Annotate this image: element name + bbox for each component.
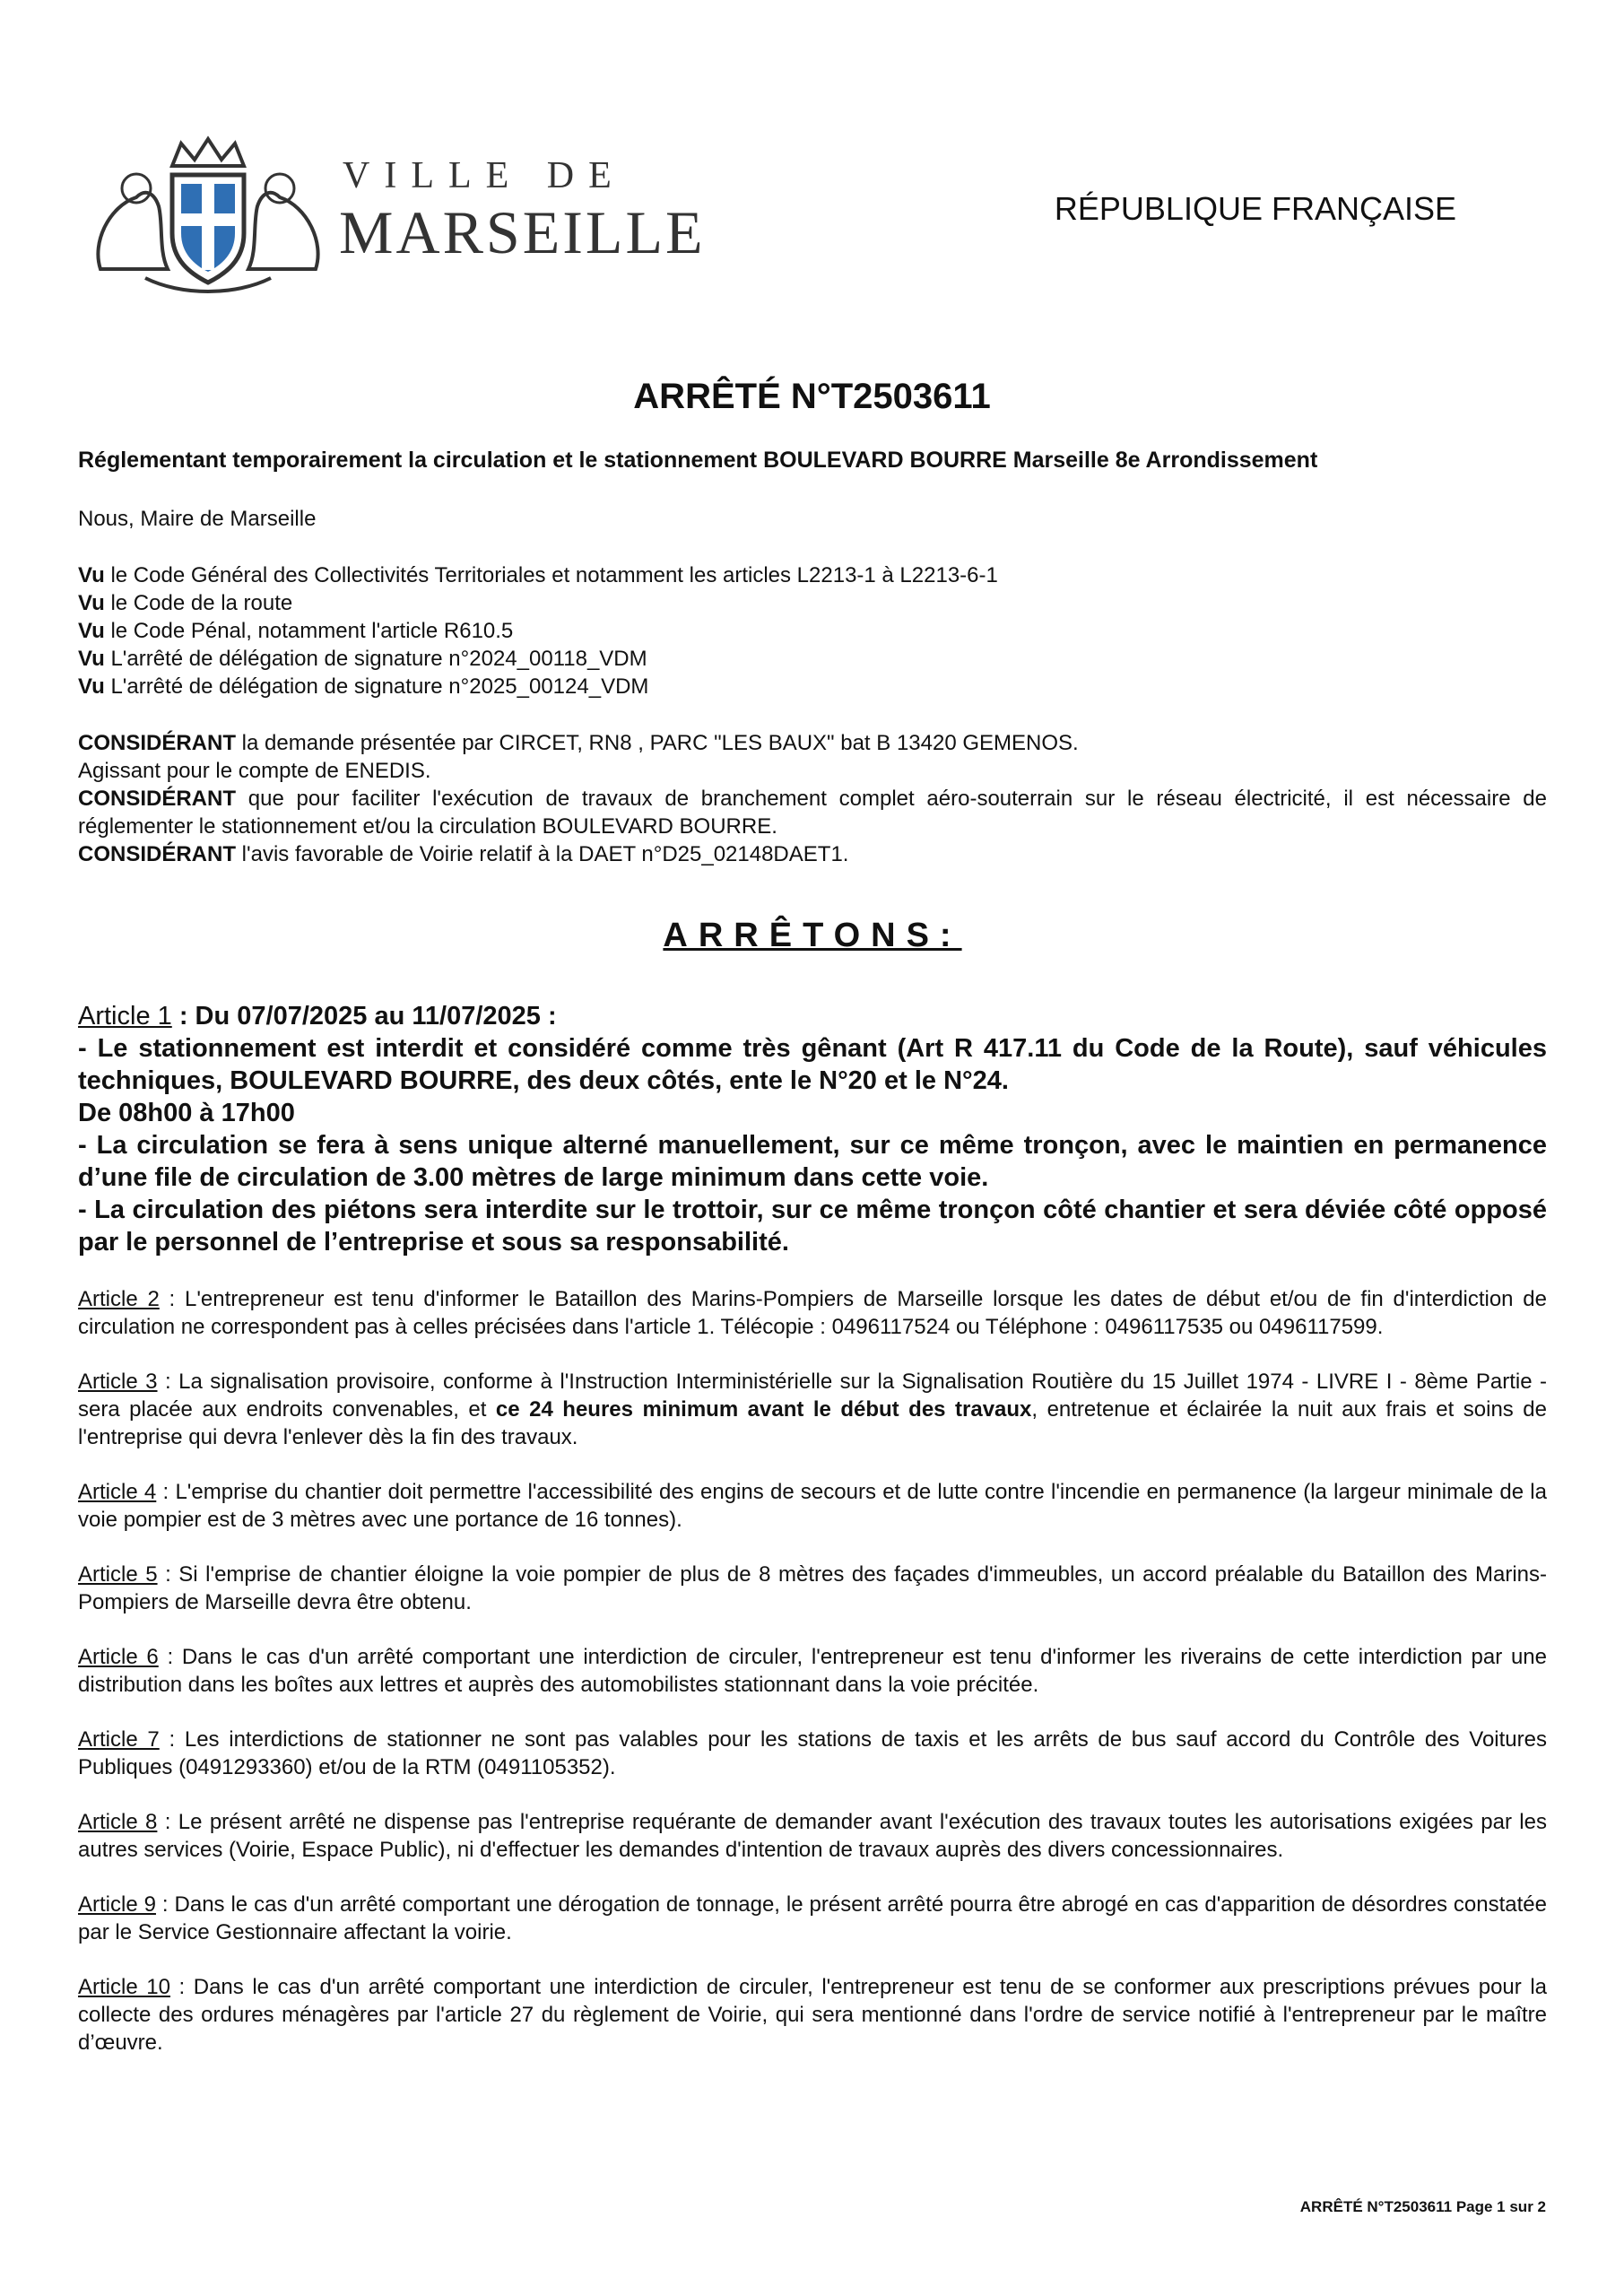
article-7: Article 7 : Les interdictions de stationner ne sont pas valables pour les stations de taxis et les arrêts de bus sauf accord du Contrôle des Voitures Publiques (0491293360) et/ou de la RTM (0491105352). bbox=[78, 1727, 1547, 1779]
vu-section bbox=[78, 561, 1547, 700]
article-1-line: De 08h00 à 17h00 bbox=[78, 1099, 295, 1127]
considerant-line: CONSIDÉRANT que pour faciliter l'exécution de travaux de branchement complet aéro-souterrain sur le réseau électricité, il est nécessaire de réglementer le stationnement et/ou la circulation BOULEVARD BOURRE. bbox=[78, 787, 1547, 839]
article-label: Article 4 bbox=[78, 1480, 157, 1504]
article-1 bbox=[78, 1000, 1547, 1258]
article-4: Article 4 : L'emprise du chantier doit permettre l'accessibilité des engins de secours et de lutte contre l'incendie en permanence (la largeur minimale de la voie pompier est de 3 mètres avec une portance de 16 tonnes). bbox=[78, 1480, 1547, 1532]
considerant-line: Agissant pour le compte de ENEDIS. bbox=[78, 759, 431, 783]
vu-line: Vu le Code de la route bbox=[78, 591, 293, 615]
considerant-line: CONSIDÉRANT l'avis favorable de Voirie relatif à la DAET n°D25_02148DAET1. bbox=[78, 842, 849, 866]
intro-line: Nous, Maire de Marseille bbox=[78, 507, 317, 531]
article-label: Article 6 bbox=[78, 1645, 159, 1669]
considerant-section bbox=[78, 729, 1547, 868]
article-6: Article 6 : Dans le cas d'un arrêté comportant une interdiction de circuler, l'entrepreneur est tenu d'informer les riverains de cette interdiction par une distribution dans les boîtes aux lettres et auprès des automobilistes stationnant dans la voie précitée. bbox=[78, 1645, 1547, 1697]
page-footer: ARRÊTÉ N°T2503611 Page 1 sur 2 bbox=[1299, 2198, 1546, 2215]
vu-line: Vu le Code Pénal, notamment l'article R610.5 bbox=[78, 619, 514, 643]
article-label: Article 1 bbox=[78, 1002, 172, 1031]
vu-line: Vu le Code Général des Collectivités Territoriales et notamment les articles L2213-1 à L2213-6-1 bbox=[78, 563, 998, 587]
city-logo bbox=[83, 135, 706, 296]
logo-text-marseille: MARSEILLE bbox=[339, 198, 706, 266]
article-label: Article 3 bbox=[78, 1370, 158, 1394]
article-label: Article 8 bbox=[78, 1810, 158, 1834]
article-5: Article 5 : Si l'emprise de chantier éloigne la voie pompier de plus de 8 mètres des façades d'immeubles, un accord préalable du Bataillon des Marins-Pompiers de Marseille devra être obtenu. bbox=[78, 1562, 1547, 1614]
vu-line: Vu L'arrêté de délégation de signature n°2025_00124_VDM bbox=[78, 674, 649, 699]
considerant-line: CONSIDÉRANT la demande présentée par CIRCET, RN8 , PARC "LES BAUX" bat B 13420 GEMENOS. bbox=[78, 731, 1079, 755]
vu-line: Vu L'arrêté de délégation de signature n°2024_00118_VDM bbox=[78, 647, 647, 671]
article-3: Article 3 : La signalisation provisoire, conforme à l'Instruction Interministérielle sur la Signalisation Routière du 15 Juillet 1974 - LIVRE I - 8ème Partie - sera placée aux endroits convenables, et ce 24 heures minimum avant le début des travaux, entretenue et éclairée la nuit aux frais et soins de l'entreprise qui devra l'enlever dès la fin des travaux. bbox=[78, 1370, 1548, 1449]
article-1-heading: Article 1 : Du 07/07/2025 au 11/07/2025 : bbox=[78, 1002, 557, 1031]
article-label: Article 5 bbox=[78, 1562, 158, 1587]
arrete-subtitle: Réglementant temporairement la circulation et le stationnement BOULEVARD BOURRE Marseille 8e Arrondissement bbox=[78, 448, 1318, 473]
document-body bbox=[78, 447, 1547, 2057]
republique-francaise-heading: RÉPUBLIQUE FRANÇAISE bbox=[1054, 190, 1456, 227]
article-label: Article 7 bbox=[78, 1727, 160, 1752]
logo-text-ville-de: VILLE DE bbox=[343, 155, 626, 196]
article-label: Article 10 bbox=[78, 1975, 170, 1999]
article-9: Article 9 : Dans le cas d'un arrêté comportant une dérogation de tonnage, le présent arrêté pourra être abrogé en cas d'apparition de désordres constatée par le Service Gestionnaire affectant la voirie. bbox=[78, 1892, 1547, 1944]
article-label: Article 2 bbox=[78, 1287, 160, 1311]
article-1-line: - La circulation se fera à sens unique alterné manuellement, sur ce même tronçon, avec le maintien en permanence d’une file de circulation de 3.00 mètres de large minimum dans cette voie. bbox=[78, 1131, 1547, 1192]
arretons-heading: ARRÊTONS: bbox=[663, 917, 962, 954]
article-label: Article 9 bbox=[78, 1892, 156, 1917]
marseille-coat-of-arms-icon bbox=[83, 135, 334, 296]
article-10: Article 10 : Dans le cas d'un arrêté comportant une interdiction de circuler, l'entrepreneur est tenu de se conformer aux prescriptions prévues pour la collecte des ordures ménagères par l'article 27 du règlement de Voirie, qui sera mentionné dans l'ordre de service notifié à l'entrepreneur par le maître d’œuvre. bbox=[78, 1975, 1548, 2055]
article-1-line: - La circulation des piétons sera interdite sur le trottoir, sur ce même tronçon côté chantier et sera déviée côté opposé par le personnel de l’entreprise et sous sa responsabilité. bbox=[78, 1196, 1547, 1257]
article-2: Article 2 : L'entrepreneur est tenu d'informer le Bataillon des Marins-Pompiers de Marseille lorsque les dates de début et/ou de fin d'interdiction de circulation ne correspondent pas à celles précisées dans l'article 1. Télécopie : 0496117524 ou Téléphone : 0496117535 ou 0496117599. bbox=[78, 1287, 1547, 1339]
article-1-line: - Le stationnement est interdit et considéré comme très gênant (Art R 417.11 du Code de la Route), sauf véhicules techniques, BOULEVARD BOURRE, des deux côtés, ente le N°20 et le N°24. bbox=[78, 1034, 1547, 1095]
arrete-title: ARRÊTÉ N°T2503611 bbox=[633, 377, 991, 416]
article-8: Article 8 : Le présent arrêté ne dispense pas l'entreprise requérante de demander avant l'exécution des travaux toutes les autorisations exigées par les autres services (Voirie, Espace Public), ni d'effectuer les demandes d'intention de travaux auprès des divers concessionnaires. bbox=[78, 1810, 1547, 1862]
